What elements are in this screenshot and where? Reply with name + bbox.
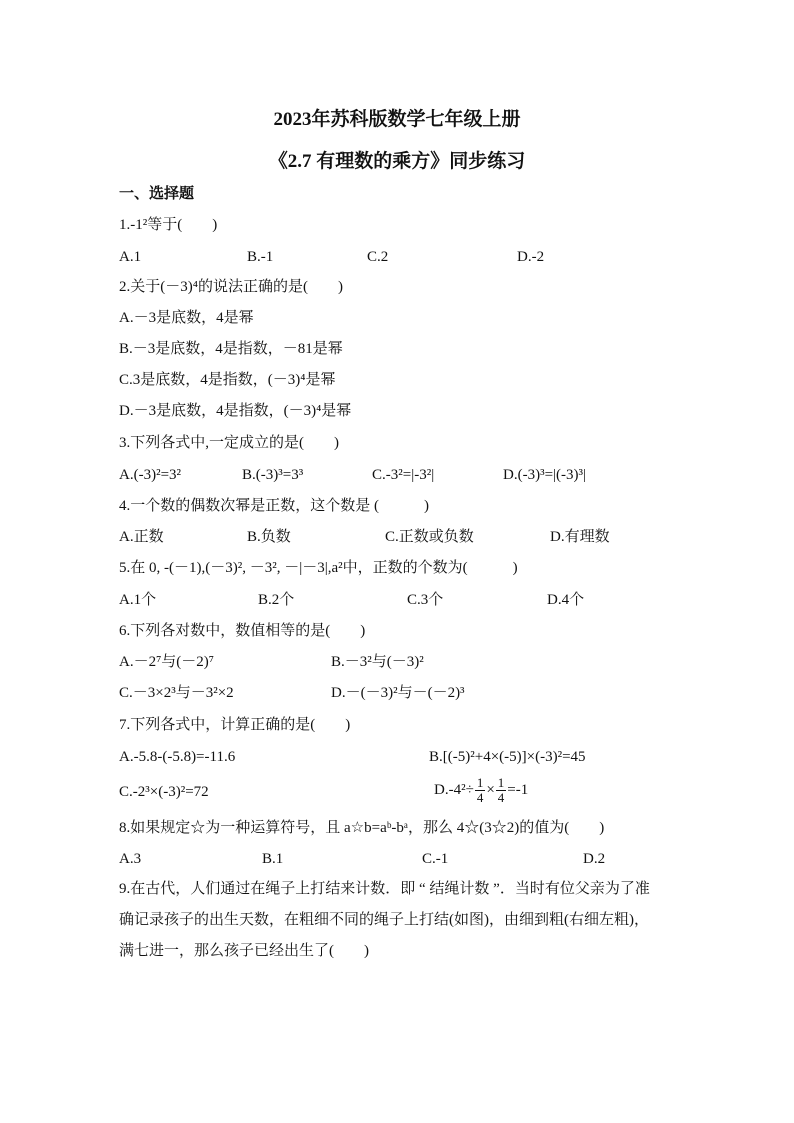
question-2-option-d: D.－3是底数，4是指数，(－3)⁴是幂 xyxy=(119,403,352,419)
question-6-option-a: A.－2⁷与(－2)⁷ xyxy=(119,654,215,670)
question-1-option-c: C.2 xyxy=(367,249,389,265)
question-6-option-b: B.－3²与(－3)² xyxy=(331,654,424,670)
question-7-option-d: D.-4²÷ $\frac{1}{4}$ × $\frac{1}{4}$ =-1 xyxy=(434,775,529,806)
question-6-stem: 6.下列各对数中，数值相等的是( ) xyxy=(119,623,366,639)
question-9-stem-line-3: 满七进一，那么孩子已经出生了( ) xyxy=(119,943,369,959)
question-5-option-a: A.1个 xyxy=(119,592,157,608)
question-1-stem: 1.-1²等于( ) xyxy=(119,217,218,233)
question-2-option-c: C.3是底数，4是指数，(－3)⁴是幂 xyxy=(119,372,336,388)
question-8-option-b: B.1 xyxy=(262,851,284,867)
question-6-option-c: C.－3×2³与－3²×2 xyxy=(119,685,234,701)
question-6-option-d: D.－(－3)²与－(－2)³ xyxy=(331,685,465,701)
question-3-option-c: C.-3²=|-3²| xyxy=(372,467,435,483)
question-9-stem-line-1: 9.在古代，人们通过在绳子上打结来计数．即 “ 结绳计数 ”．当时有位父亲为了准 xyxy=(119,881,650,897)
question-7-option-a: A.-5.8-(-5.8)=-11.6 xyxy=(119,749,236,765)
question-7-option-c: C.-2³×(-3)²=72 xyxy=(119,784,209,800)
question-2-option-b: B.－3是底数，4是指数，－81是幂 xyxy=(119,341,343,357)
question-1-option-d: D.-2 xyxy=(517,249,545,265)
question-4-option-a: A.正数 xyxy=(119,529,164,545)
question-3-option-b: B.(-3)³=3³ xyxy=(242,467,304,483)
question-8-option-c: C.-1 xyxy=(422,851,449,867)
fraction-one-quarter-2: $\frac{1}{4}$ xyxy=(497,775,505,806)
question-7-option-b: B.[(-5)²+4×(-5)]×(-3)²=45 xyxy=(429,749,586,765)
question-2-option-a: A.－3是底数，4是幂 xyxy=(119,310,254,326)
question-7-stem: 7.下列各式中，计算正确的是( ) xyxy=(119,717,351,733)
question-3-stem: 3.下列各式中,一定成立的是( ) xyxy=(119,435,339,451)
question-5-stem: 5.在 0, -(－1),(－3)², －3², －|－3|,a²中，正数的个数为( ) xyxy=(119,560,518,576)
fraction-one-quarter: $\frac{1}{4}$ xyxy=(476,775,484,806)
question-7-option-d-prefix: D.-4²÷ xyxy=(434,782,474,798)
question-1-option-b: B.-1 xyxy=(247,249,274,265)
question-8-option-d: D.2 xyxy=(583,851,606,867)
question-5-option-d: D.4个 xyxy=(547,592,585,608)
question-5-option-c: C.3个 xyxy=(407,592,444,608)
question-4-option-b: B.负数 xyxy=(247,529,291,545)
question-2-stem: 2.关于(－3)⁴的说法正确的是( ) xyxy=(119,279,343,295)
question-8-stem: 8.如果规定☆为一种运算符号，且 a☆b=aᵇ-bᵃ，那么 4☆(3☆2)的值为( ) xyxy=(119,820,605,836)
question-8-option-a: A.3 xyxy=(119,851,142,867)
question-4-option-c: C.正数或负数 xyxy=(385,529,474,545)
question-4-option-d: D.有理数 xyxy=(550,529,610,545)
page-subtitle: 《2.7 有理数的乘方》同步练习 xyxy=(268,151,526,172)
page-title: 2023年苏科版数学七年级上册 xyxy=(273,109,521,130)
question-9-stem-line-2: 确记录孩子的出生天数，在粗细不同的绳子上打结(如图)，由细到粗(右细左粗)， xyxy=(119,912,649,928)
question-5-option-b: B.2个 xyxy=(258,592,295,608)
question-3-option-a: A.(-3)²=3² xyxy=(119,467,182,483)
question-4-stem: 4.一个数的偶数次幂是正数，这个数是 ( ) xyxy=(119,498,429,514)
question-1-option-a: A.1 xyxy=(119,249,142,265)
section-heading: 一、选择题 xyxy=(119,186,195,202)
question-3-option-d: D.(-3)³=|(-3)³| xyxy=(503,467,587,483)
